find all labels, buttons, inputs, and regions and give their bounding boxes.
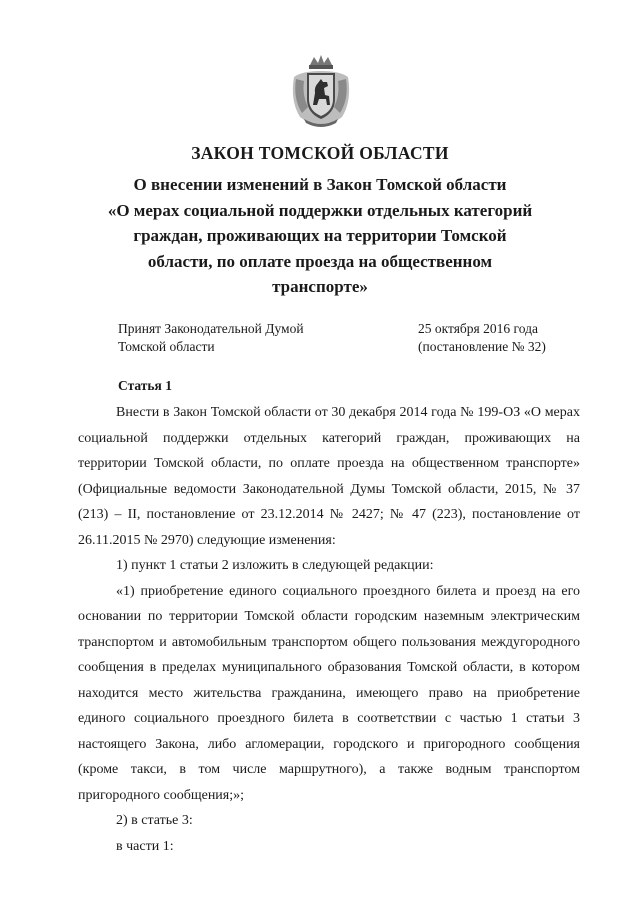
article-heading: Статья 1: [118, 378, 172, 393]
subtitle-line: граждан, проживающих на территории Томской: [133, 226, 507, 245]
subtitle-line: транспорте»: [272, 277, 368, 296]
adoption-date: [418, 320, 546, 356]
subtitle-line: области, по оплате проезда на общественном: [147, 251, 493, 271]
article-paragraph: в части 1:: [116, 838, 174, 854]
adopted-by-line: Принят Законодательной Думой: [118, 321, 304, 336]
adopted-by-line: Томской области: [118, 339, 215, 354]
article-paragraph: 1) пункт 1 статьи 2 изложить в следующей редакции:: [116, 558, 434, 573]
subtitle-line: «О мерах социальной поддержки отдельных категорий: [107, 200, 533, 220]
article-paragraph: «1) приобретение единого социального проездного билета и проезд на его основании по территории Томской области городским наземным электрическим транспортом и автомобильным транспортом общего пользования междугородного сообщения в пределах муниципального образования Томской области, в котором находится место жительства гражданина, имеющего право на приобретение единого социального проездного билета в соответствии с частью 1 статьи 3 настоящего Закона, либо агломерации, городского и пригородного сообщения (кроме такси, в том числе маршрутного), а также водным транспортом пригородного сообщения;»;: [78, 583, 580, 803]
coat-of-arms-icon: [290, 55, 352, 127]
law-subtitle: [70, 172, 570, 300]
article-paragraph: 2) в статье 3:: [116, 813, 193, 828]
adopted-by: [118, 320, 304, 356]
article-body: [78, 400, 580, 859]
adoption-date-line: 25 октября 2016 года: [418, 321, 538, 336]
article-paragraph: Внести в Закон Томской области от 30 декабря 2014 года № 199-ОЗ «О мерах социальной поддержки отдельных категорий граждан, проживающих на территории Томской области, по оплате проезда на общественном транспорте» (Официальные ведомости Законодательной Думы Томской области, 2015, № 37 (213) – II, постановление от 23.12.2014 № 2427; № 47 (223), постановление от 26.11.2015 № 2970) следующие изменения:: [78, 405, 580, 548]
subtitle-line: О внесении изменений в Закон Томской области: [133, 175, 507, 194]
resolution-number: (постановление № 32): [418, 339, 546, 354]
law-title: ЗАКОН ТОМСКОЙ ОБЛАСТИ: [191, 143, 449, 163]
